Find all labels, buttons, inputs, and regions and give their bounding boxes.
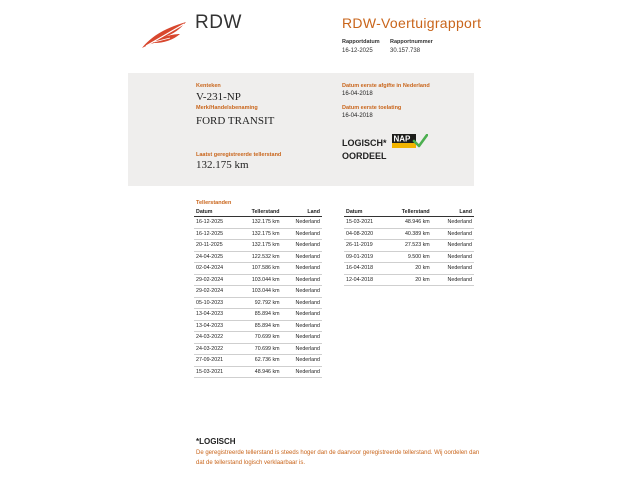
first-registration-nl-value: 16-04-2018 [342,91,373,97]
reading-country: Nederland [282,366,323,378]
reading-odometer: 85.894 km [241,320,282,332]
reading-date: 24-04-2025 [194,251,241,263]
col-country: Land [282,208,323,217]
reading-odometer: 85.894 km [241,309,282,321]
reading-odometer: 70.699 km [241,332,282,344]
reading-country: Nederland [282,274,323,286]
reading-date: 05-10-2023 [194,297,241,309]
reading-country: Nederland [282,355,323,367]
nap-text: NAP [393,134,411,144]
reading-country: Nederland [282,297,323,309]
rdw-feather-icon [140,20,188,50]
plate-value: V-231-NP [196,91,241,103]
table-row [344,217,474,229]
reading-date: 16-04-2018 [344,263,391,275]
reading-country: Nederland [432,274,474,286]
col-odometer: Tellerstand [391,208,432,217]
col-date: Datum [344,208,391,217]
make-value: FORD TRANSIT [196,115,275,127]
table-row [194,240,322,252]
table-row [194,297,322,309]
reading-country: Nederland [282,217,323,229]
reading-country: Nederland [282,240,323,252]
reading-odometer: 9.500 km [391,251,432,263]
footnote-title: *LOGISCH [196,437,236,446]
reading-odometer: 20 km [391,274,432,286]
reading-odometer: 48.946 km [241,366,282,378]
reading-country: Nederland [282,251,323,263]
report-number-label: Rapportnummer [390,39,433,45]
reading-date: 09-01-2019 [344,251,391,263]
reading-date: 20-11-2025 [194,240,241,252]
reading-odometer: 48.946 km [391,217,432,229]
reading-date: 26-11-2019 [344,240,391,252]
reading-country: Nederland [282,263,323,275]
reading-country: Nederland [432,263,474,275]
table-row [344,240,474,252]
report-date-value: 16-12-2025 [342,48,373,54]
reading-date: 04-08-2020 [344,228,391,240]
reading-date: 12-04-2018 [344,274,391,286]
last-odometer-label: Laatst geregistreerde tellerstand [196,152,282,158]
table-row [194,274,322,286]
footnote-text: De geregistreerde tellerstand is steeds hoger dan de daarvoor geregistreerde tellerstand. Wij oordelen dan dat de tellerstand logisch verklaarbaar is. [196,450,480,466]
reading-date: 16-12-2025 [194,217,241,229]
reading-odometer: 132.175 km [241,240,282,252]
table-row [194,355,322,367]
reading-date: 29-02-2024 [194,286,241,298]
reading-odometer: 103.044 km [241,286,282,298]
report-date-label: Rapportdatum [342,39,380,45]
reading-date: 13-04-2023 [194,309,241,321]
last-odometer-value: 132.175 km [196,159,249,171]
reading-country: Nederland [282,343,323,355]
table-row [194,263,322,275]
reading-country: Nederland [432,217,474,229]
reading-odometer: 122.532 km [241,251,282,263]
reading-odometer: 107.586 km [241,263,282,275]
table-row [194,286,322,298]
verdict [342,137,387,163]
reading-date: 15-03-2021 [344,217,391,229]
report-title: RDW-Voertuigrapport [342,15,482,31]
brand-name: RDW [195,12,242,33]
readings-title: Tellerstanden [196,200,232,206]
reading-odometer: 40.389 km [391,228,432,240]
table-row [194,251,322,263]
report-number-value: 30.157.738 [390,48,421,54]
reading-date: 02-04-2024 [194,263,241,275]
reading-country: Nederland [432,228,474,240]
reading-odometer: 27.523 km [391,240,432,252]
reading-odometer: 132.175 km [241,228,282,240]
nap-checkmark-icon [392,134,428,150]
table-row [194,217,322,229]
reading-odometer: 103.044 km [241,274,282,286]
col-odometer: Tellerstand [241,208,282,217]
reading-odometer: 92.792 km [241,297,282,309]
reading-date: 24-03-2022 [194,343,241,355]
reading-date: 27-09-2021 [194,355,241,367]
table-row [194,332,322,344]
table-row [194,343,322,355]
verdict-line-2: OORDEEL [342,151,387,161]
reading-country: Nederland [282,320,323,332]
reading-date: 16-12-2025 [194,228,241,240]
table-row [344,251,474,263]
col-date: Datum [194,208,241,217]
first-registration-nl-label: Datum eerste afgifte in Nederland [342,83,430,89]
reading-country: Nederland [282,309,323,321]
reading-country: Nederland [432,251,474,263]
reading-date: 24-03-2022 [194,332,241,344]
reading-odometer: 62.736 km [241,355,282,367]
plate-label: Kenteken [196,83,221,89]
col-country: Land [432,208,474,217]
reading-date: 13-04-2023 [194,320,241,332]
first-admission-value: 16-04-2018 [342,113,373,119]
table-row [194,320,322,332]
table-row [194,309,322,321]
table-row [194,366,322,378]
reading-date: 29-02-2024 [194,274,241,286]
table-row [344,263,474,275]
table-row [344,228,474,240]
readings-table-left [194,208,322,378]
verdict-line-1: LOGISCH* [342,138,387,148]
vehicle-info-panel [128,73,474,186]
reading-date: 15-03-2021 [194,366,241,378]
readings-table-right [344,208,474,286]
reading-country: Nederland [282,286,323,298]
reading-country: Nederland [282,332,323,344]
reading-odometer: 70.699 km [241,343,282,355]
table-row [344,274,474,286]
make-label: Merk/Handelsbenaming [196,105,258,111]
reading-country: Nederland [282,228,323,240]
table-row [194,228,322,240]
first-admission-label: Datum eerste toelating [342,105,402,111]
reading-odometer: 20 km [391,263,432,275]
reading-odometer: 132.175 km [241,217,282,229]
reading-country: Nederland [432,240,474,252]
